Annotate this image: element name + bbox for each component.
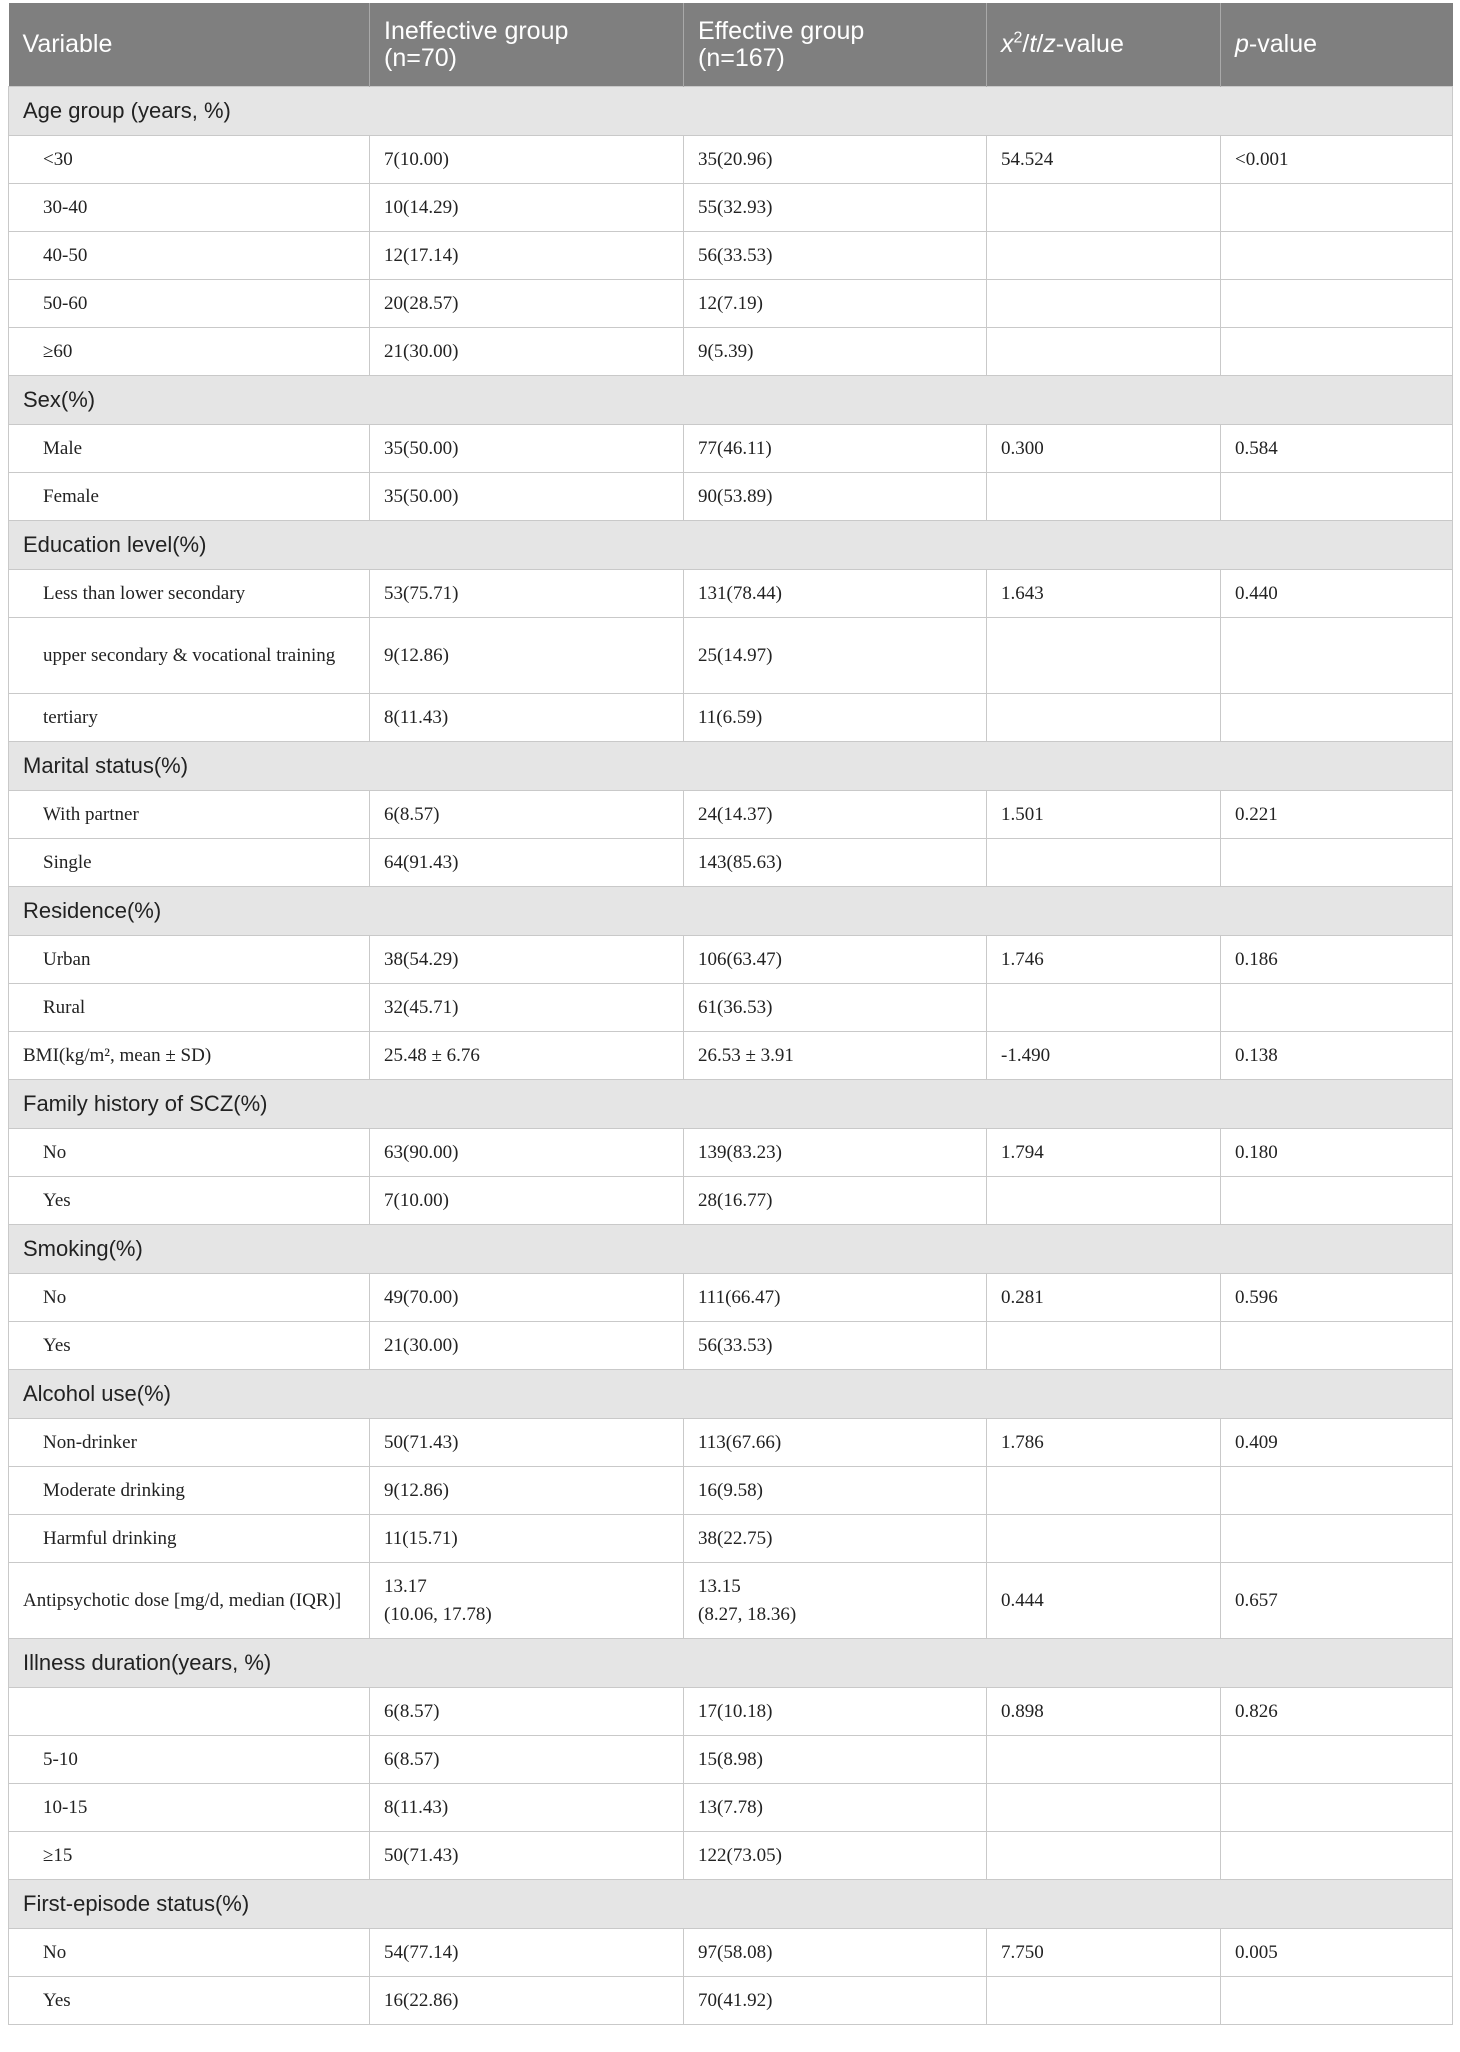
p-value-cell: 0.826 bbox=[1221, 1688, 1453, 1736]
ineffective-cell: 7(10.00) bbox=[370, 1177, 684, 1225]
table-row bbox=[9, 232, 1453, 280]
header-ineffective-label: Ineffective group bbox=[384, 16, 569, 45]
ineffective-cell: 38(54.29) bbox=[370, 936, 684, 984]
effective-cell: 90(53.89) bbox=[684, 473, 987, 521]
ineffective-cell: 35(50.00) bbox=[370, 425, 684, 473]
ineffective-cell: 53(75.71) bbox=[370, 570, 684, 618]
statistic-cell: 1.501 bbox=[987, 791, 1221, 839]
effective-cell: 16(9.58) bbox=[684, 1467, 987, 1515]
category-row bbox=[9, 376, 1453, 425]
effective-cell: 13(7.78) bbox=[684, 1784, 987, 1832]
effective-cell: 25(14.97) bbox=[684, 618, 987, 694]
category-row bbox=[9, 1080, 1453, 1129]
ineffective-cell: 13.17 (10.06, 17.78) bbox=[370, 1563, 684, 1639]
ineffective-cell: 54(77.14) bbox=[370, 1929, 684, 1977]
effective-cell: 28(16.77) bbox=[684, 1177, 987, 1225]
category-row bbox=[9, 87, 1453, 136]
header-p-suffix: -value bbox=[1248, 30, 1317, 58]
variable-cell: ≥60 bbox=[9, 328, 370, 376]
statistic-cell bbox=[987, 280, 1221, 328]
ineffective-cell: 6(8.57) bbox=[370, 1736, 684, 1784]
statistic-cell bbox=[987, 1784, 1221, 1832]
variable-cell: Female bbox=[9, 473, 370, 521]
variable-cell: upper secondary & vocational training bbox=[9, 618, 370, 694]
ineffective-cell: 49(70.00) bbox=[370, 1274, 684, 1322]
p-value-cell: 0.138 bbox=[1221, 1032, 1453, 1080]
statistic-cell bbox=[987, 473, 1221, 521]
header-stat-sup: 2 bbox=[1013, 29, 1023, 47]
category-label: Smoking(%) bbox=[9, 1225, 1453, 1274]
variable-cell: <30 bbox=[9, 136, 370, 184]
variable-cell: ≥15 bbox=[9, 1832, 370, 1880]
statistic-cell bbox=[987, 1736, 1221, 1784]
statistic-cell: 1.786 bbox=[987, 1419, 1221, 1467]
ineffective-cell: 25.48 ± 6.76 bbox=[370, 1032, 684, 1080]
ineffective-cell: 16(22.86) bbox=[370, 1977, 684, 2025]
header-variable-label: Variable bbox=[22, 30, 113, 58]
variable-cell: tertiary bbox=[9, 694, 370, 742]
ineffective-cell: 35(50.00) bbox=[370, 473, 684, 521]
p-value-cell bbox=[1221, 1177, 1453, 1225]
variable-cell: No bbox=[9, 1929, 370, 1977]
effective-cell: 70(41.92) bbox=[684, 1977, 987, 2025]
category-row bbox=[9, 1639, 1453, 1688]
table-header bbox=[9, 3, 1453, 87]
p-value-cell bbox=[1221, 1467, 1453, 1515]
statistic-cell bbox=[987, 328, 1221, 376]
statistic-cell bbox=[987, 232, 1221, 280]
statistic-cell bbox=[987, 618, 1221, 694]
table-row bbox=[9, 791, 1453, 839]
table-row bbox=[9, 936, 1453, 984]
effective-cell: 77(46.11) bbox=[684, 425, 987, 473]
category-label: Illness duration(years, %) bbox=[9, 1639, 1453, 1688]
p-value-cell: 0.186 bbox=[1221, 936, 1453, 984]
table-row bbox=[9, 1129, 1453, 1177]
ineffective-cell: 21(30.00) bbox=[370, 1322, 684, 1370]
p-value-cell: 0.409 bbox=[1221, 1419, 1453, 1467]
effective-cell: 131(78.44) bbox=[684, 570, 987, 618]
table-row bbox=[9, 1274, 1453, 1322]
ineffective-cell: 32(45.71) bbox=[370, 984, 684, 1032]
table-row bbox=[9, 1515, 1453, 1563]
table-row bbox=[9, 473, 1453, 521]
effective-cell: 56(33.53) bbox=[684, 1322, 987, 1370]
ineffective-cell: 9(12.86) bbox=[370, 618, 684, 694]
p-value-cell bbox=[1221, 1515, 1453, 1563]
statistic-cell: 0.444 bbox=[987, 1563, 1221, 1639]
category-row bbox=[9, 1370, 1453, 1419]
variable-cell: 40-50 bbox=[9, 232, 370, 280]
variable-cell: 5-10 bbox=[9, 1736, 370, 1784]
table-row bbox=[9, 1032, 1453, 1080]
ineffective-cell: 64(91.43) bbox=[370, 839, 684, 887]
effective-cell: 11(6.59) bbox=[684, 694, 987, 742]
header-effective-label: Effective group bbox=[698, 16, 865, 45]
p-value-cell bbox=[1221, 184, 1453, 232]
category-row bbox=[9, 742, 1453, 791]
effective-cell: 97(58.08) bbox=[684, 1929, 987, 1977]
category-label: Family history of SCZ(%) bbox=[9, 1080, 1453, 1129]
ineffective-cell: 20(28.57) bbox=[370, 280, 684, 328]
category-label: Residence(%) bbox=[9, 887, 1453, 936]
effective-cell: 56(33.53) bbox=[684, 232, 987, 280]
table-row bbox=[9, 1832, 1453, 1880]
table-row bbox=[9, 184, 1453, 232]
ineffective-cell: 50(71.43) bbox=[370, 1419, 684, 1467]
category-label: Alcohol use(%) bbox=[9, 1370, 1453, 1419]
ineffective-cell: 6(8.57) bbox=[370, 1688, 684, 1736]
effective-cell: 17(10.18) bbox=[684, 1688, 987, 1736]
table-row bbox=[9, 570, 1453, 618]
ineffective-cell: 21(30.00) bbox=[370, 328, 684, 376]
statistic-cell: 1.794 bbox=[987, 1129, 1221, 1177]
effective-cell: 55(32.93) bbox=[684, 184, 987, 232]
table-row bbox=[9, 328, 1453, 376]
header-p-value bbox=[1221, 3, 1453, 87]
statistic-cell: 1.746 bbox=[987, 936, 1221, 984]
table-row bbox=[9, 425, 1453, 473]
p-value-cell bbox=[1221, 1736, 1453, 1784]
effective-cell: 12(7.19) bbox=[684, 280, 987, 328]
p-value-cell: 0.221 bbox=[1221, 791, 1453, 839]
header-stat-z: z bbox=[1043, 30, 1056, 58]
p-value-cell bbox=[1221, 1784, 1453, 1832]
table-row bbox=[9, 1736, 1453, 1784]
p-value-cell bbox=[1221, 1832, 1453, 1880]
table-row bbox=[9, 136, 1453, 184]
variable-cell: Rural bbox=[9, 984, 370, 1032]
category-label: Age group (years, %) bbox=[9, 87, 1453, 136]
ineffective-cell: 6(8.57) bbox=[370, 791, 684, 839]
table-row bbox=[9, 618, 1453, 694]
header-effective-group bbox=[684, 3, 987, 87]
category-row bbox=[9, 1880, 1453, 1929]
variable-cell: Male bbox=[9, 425, 370, 473]
effective-cell: 143(85.63) bbox=[684, 839, 987, 887]
variable-cell: Yes bbox=[9, 1322, 370, 1370]
p-value-cell bbox=[1221, 839, 1453, 887]
table-row bbox=[9, 1177, 1453, 1225]
variable-cell: Moderate drinking bbox=[9, 1467, 370, 1515]
statistic-cell bbox=[987, 1177, 1221, 1225]
statistic-cell: 0.898 bbox=[987, 1688, 1221, 1736]
header-stat-x: x bbox=[1001, 30, 1014, 58]
p-value-cell: 0.005 bbox=[1221, 1929, 1453, 1977]
effective-cell: 13.15 (8.27, 18.36) bbox=[684, 1563, 987, 1639]
effective-cell: 106(63.47) bbox=[684, 936, 987, 984]
variable-cell: No bbox=[9, 1129, 370, 1177]
header-stat-sep2: / bbox=[1036, 30, 1044, 58]
variable-cell: 50-60 bbox=[9, 280, 370, 328]
category-label: Sex(%) bbox=[9, 376, 1453, 425]
statistic-cell bbox=[987, 1322, 1221, 1370]
statistic-cell bbox=[987, 694, 1221, 742]
p-value-cell bbox=[1221, 984, 1453, 1032]
ineffective-cell: 10(14.29) bbox=[370, 184, 684, 232]
effective-cell: 35(20.96) bbox=[684, 136, 987, 184]
variable-cell: 10-15 bbox=[9, 1784, 370, 1832]
p-value-cell: 0.596 bbox=[1221, 1274, 1453, 1322]
effective-cell: 15(8.98) bbox=[684, 1736, 987, 1784]
p-value-cell bbox=[1221, 1322, 1453, 1370]
header-stat-suffix: -value bbox=[1055, 30, 1124, 58]
table-row bbox=[9, 1322, 1453, 1370]
category-label: Marital status(%) bbox=[9, 742, 1453, 791]
ineffective-cell: 63(90.00) bbox=[370, 1129, 684, 1177]
variable-cell: Urban bbox=[9, 936, 370, 984]
statistic-cell bbox=[987, 984, 1221, 1032]
table-row bbox=[9, 1688, 1453, 1736]
p-value-cell: 0.440 bbox=[1221, 570, 1453, 618]
p-value-cell bbox=[1221, 280, 1453, 328]
variable-cell: Antipsychotic dose [mg/d, median (IQR)] bbox=[9, 1563, 370, 1639]
p-value-cell: <0.001 bbox=[1221, 136, 1453, 184]
statistic-cell bbox=[987, 1467, 1221, 1515]
table-body bbox=[9, 87, 1453, 2025]
statistic-cell: 0.281 bbox=[987, 1274, 1221, 1322]
p-value-cell bbox=[1221, 694, 1453, 742]
ineffective-cell: 8(11.43) bbox=[370, 694, 684, 742]
header-ineffective-n: (n=70) bbox=[384, 43, 457, 72]
statistic-cell: -1.490 bbox=[987, 1032, 1221, 1080]
table-row bbox=[9, 1929, 1453, 1977]
header-effective-n: (n=167) bbox=[698, 43, 785, 72]
category-row bbox=[9, 887, 1453, 936]
p-value-cell bbox=[1221, 1977, 1453, 2025]
p-value-cell: 0.584 bbox=[1221, 425, 1453, 473]
p-value-cell: 0.657 bbox=[1221, 1563, 1453, 1639]
table-row bbox=[9, 1977, 1453, 2025]
variable-cell: No bbox=[9, 1274, 370, 1322]
statistic-cell: 1.643 bbox=[987, 570, 1221, 618]
p-value-cell bbox=[1221, 232, 1453, 280]
table-row bbox=[9, 1563, 1453, 1639]
table-row bbox=[9, 1467, 1453, 1515]
header-variable bbox=[9, 3, 370, 87]
table-row bbox=[9, 1419, 1453, 1467]
header-ineffective-group bbox=[370, 3, 684, 87]
statistic-cell bbox=[987, 184, 1221, 232]
table-row bbox=[9, 984, 1453, 1032]
statistic-cell: 0.300 bbox=[987, 425, 1221, 473]
category-row bbox=[9, 1225, 1453, 1274]
effective-cell: 24(14.37) bbox=[684, 791, 987, 839]
variable-cell bbox=[9, 1688, 370, 1736]
ineffective-cell: 50(71.43) bbox=[370, 1832, 684, 1880]
header-statistic bbox=[987, 3, 1221, 87]
statistic-cell bbox=[987, 1832, 1221, 1880]
statistic-cell bbox=[987, 839, 1221, 887]
table-row bbox=[9, 694, 1453, 742]
header-p-italic: p bbox=[1235, 30, 1249, 58]
statistic-cell: 54.524 bbox=[987, 136, 1221, 184]
header-row bbox=[9, 3, 1453, 87]
statistic-cell bbox=[987, 1977, 1221, 2025]
ineffective-cell: 12(17.14) bbox=[370, 232, 684, 280]
effective-cell: 111(66.47) bbox=[684, 1274, 987, 1322]
baseline-characteristics-table bbox=[8, 3, 1453, 2025]
ineffective-cell: 7(10.00) bbox=[370, 136, 684, 184]
category-label: Education level(%) bbox=[9, 521, 1453, 570]
category-label: First-episode status(%) bbox=[9, 1880, 1453, 1929]
variable-cell: With partner bbox=[9, 791, 370, 839]
table-row bbox=[9, 280, 1453, 328]
effective-cell: 26.53 ± 3.91 bbox=[684, 1032, 987, 1080]
p-value-cell: 0.180 bbox=[1221, 1129, 1453, 1177]
p-value-cell bbox=[1221, 328, 1453, 376]
variable-cell: Less than lower secondary bbox=[9, 570, 370, 618]
statistic-cell: 7.750 bbox=[987, 1929, 1221, 1977]
effective-cell: 9(5.39) bbox=[684, 328, 987, 376]
effective-cell: 61(36.53) bbox=[684, 984, 987, 1032]
ineffective-cell: 11(15.71) bbox=[370, 1515, 684, 1563]
header-stat-sep1: / bbox=[1022, 30, 1030, 58]
table-row bbox=[9, 839, 1453, 887]
variable-cell: Yes bbox=[9, 1177, 370, 1225]
effective-cell: 139(83.23) bbox=[684, 1129, 987, 1177]
p-value-cell bbox=[1221, 473, 1453, 521]
effective-cell: 38(22.75) bbox=[684, 1515, 987, 1563]
variable-cell: Yes bbox=[9, 1977, 370, 2025]
variable-cell: 30-40 bbox=[9, 184, 370, 232]
header-stat-t: t bbox=[1029, 30, 1037, 58]
ineffective-cell: 9(12.86) bbox=[370, 1467, 684, 1515]
variable-cell: Harmful drinking bbox=[9, 1515, 370, 1563]
variable-cell: Single bbox=[9, 839, 370, 887]
variable-cell: Non-drinker bbox=[9, 1419, 370, 1467]
effective-cell: 113(67.66) bbox=[684, 1419, 987, 1467]
ineffective-cell: 8(11.43) bbox=[370, 1784, 684, 1832]
p-value-cell bbox=[1221, 618, 1453, 694]
category-row bbox=[9, 521, 1453, 570]
statistic-cell bbox=[987, 1515, 1221, 1563]
variable-cell: BMI(kg/m², mean ± SD) bbox=[9, 1032, 370, 1080]
table-row bbox=[9, 1784, 1453, 1832]
effective-cell: 122(73.05) bbox=[684, 1832, 987, 1880]
